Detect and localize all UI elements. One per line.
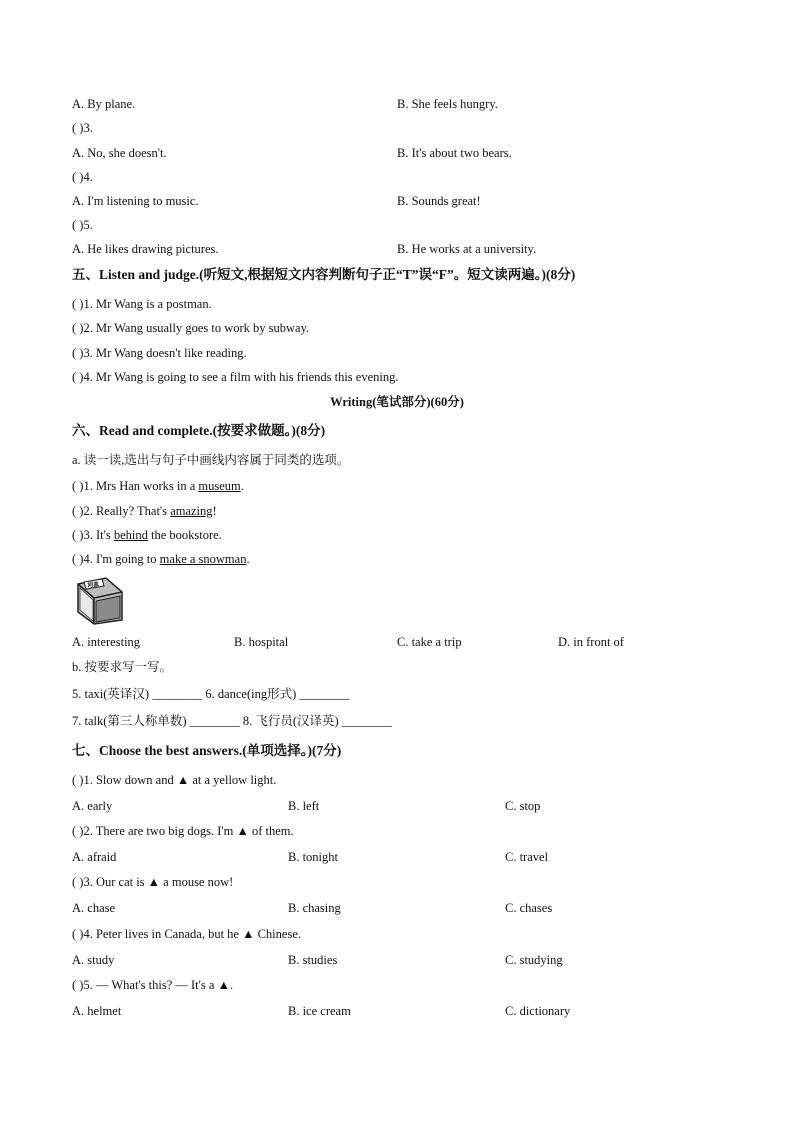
mc-question: ( )3. Our cat is ▲ a mouse now! bbox=[72, 875, 234, 889]
option: D. in front of bbox=[558, 635, 624, 649]
classify-item bbox=[72, 551, 250, 567]
mc-option: B. chasing bbox=[288, 901, 341, 915]
mc-question: ( )1. Slow down and ▲ at a yellow light. bbox=[72, 773, 277, 787]
option-b: B. It's about two bears. bbox=[397, 146, 512, 160]
option: B. hospital bbox=[234, 635, 289, 649]
option-a: A. By plane. bbox=[72, 97, 136, 111]
underlined-word: make a snowman bbox=[159, 552, 247, 566]
dictionary-icon bbox=[72, 576, 128, 626]
underlined-word: behind bbox=[113, 528, 148, 542]
question-number: ( )4. bbox=[72, 170, 93, 184]
part-a-instruction: a. 读一读,选出与句子中画线内容属于同类的选项。 bbox=[72, 453, 350, 467]
mc-option: B. left bbox=[288, 799, 320, 813]
dictionary-label: 词典 bbox=[87, 582, 100, 589]
fill-line: 5. taxi(英译汉) ________ 6. dance(ing形式) ________ bbox=[72, 687, 350, 701]
fill-line: 7. talk(第三人称单数) ________ 8. 飞行员(汉译英) ________ bbox=[72, 714, 392, 728]
mc-option: C. studying bbox=[505, 953, 563, 967]
item-text: ! bbox=[212, 504, 217, 518]
mc-option: C. stop bbox=[505, 799, 541, 813]
classify-item bbox=[72, 527, 222, 543]
item-text: ( )3. It's bbox=[72, 528, 114, 542]
mc-option: A. early bbox=[72, 799, 113, 813]
judge-item: ( )2. Mr Wang usually goes to work by subway. bbox=[72, 321, 310, 335]
mc-question: ( )5. — What's this? — It's a ▲. bbox=[72, 978, 234, 992]
mc-option: C. chases bbox=[505, 901, 553, 915]
item-text: the bookstore. bbox=[147, 528, 222, 542]
classify-item bbox=[72, 503, 217, 519]
classify-item bbox=[72, 478, 244, 494]
option: A. interesting bbox=[72, 635, 141, 649]
mc-option: A. study bbox=[72, 953, 115, 967]
mc-option: C. dictionary bbox=[505, 1004, 571, 1018]
mc-option: B. ice cream bbox=[288, 1004, 351, 1018]
judge-item: ( )1. Mr Wang is a postman. bbox=[72, 297, 212, 311]
mc-option: C. travel bbox=[505, 850, 549, 864]
section-heading: 七、Choose the best answers.(单项选择。)(7分) bbox=[72, 743, 342, 758]
mc-option: B. tonight bbox=[288, 850, 339, 864]
part-b-instruction: b. 按要求写一写。 bbox=[72, 660, 173, 674]
item-text: ( )4. I'm going to bbox=[72, 552, 160, 566]
option-b: B. He works at a university. bbox=[397, 242, 537, 256]
item-text: ( )2. Really? That's bbox=[72, 504, 171, 518]
mc-option: A. afraid bbox=[72, 850, 117, 864]
judge-item: ( )3. Mr Wang doesn't like reading. bbox=[72, 346, 247, 360]
option-a: A. I'm listening to music. bbox=[72, 194, 199, 208]
question-number: ( )3. bbox=[72, 121, 93, 135]
judge-item: ( )4. Mr Wang is going to see a film with his friends this evening. bbox=[72, 370, 399, 384]
mc-option: B. studies bbox=[288, 953, 338, 967]
mc-option: A. helmet bbox=[72, 1004, 122, 1018]
option-b: B. Sounds great! bbox=[397, 194, 481, 208]
mc-option: A. chase bbox=[72, 901, 116, 915]
item-text: ( )1. Mrs Han works in a bbox=[72, 479, 199, 493]
item-text: . bbox=[246, 552, 250, 566]
writing-title: Writing(笔试部分)(60分) bbox=[330, 395, 464, 409]
question-number: ( )5. bbox=[72, 218, 93, 232]
option-a: A. He likes drawing pictures. bbox=[72, 242, 219, 256]
section-heading: 五、Listen and judge.(听短文,根据短文内容判断句子正“T”误“F”。短文读两遍。)(8分) bbox=[72, 267, 576, 282]
option: C. take a trip bbox=[397, 635, 462, 649]
underlined-word: museum bbox=[198, 479, 241, 493]
option-a: A. No, she doesn't. bbox=[72, 146, 167, 160]
underlined-word: amazing bbox=[170, 504, 213, 518]
section-heading: 六、Read and complete.(按要求做题。)(8分) bbox=[72, 423, 326, 438]
item-text: . bbox=[240, 479, 244, 493]
mc-question: ( )4. Peter lives in Canada, but he ▲ Chinese. bbox=[72, 927, 301, 941]
mc-question: ( )2. There are two big dogs. I'm ▲ of them. bbox=[72, 824, 294, 838]
option-b: B. She feels hungry. bbox=[397, 97, 498, 111]
